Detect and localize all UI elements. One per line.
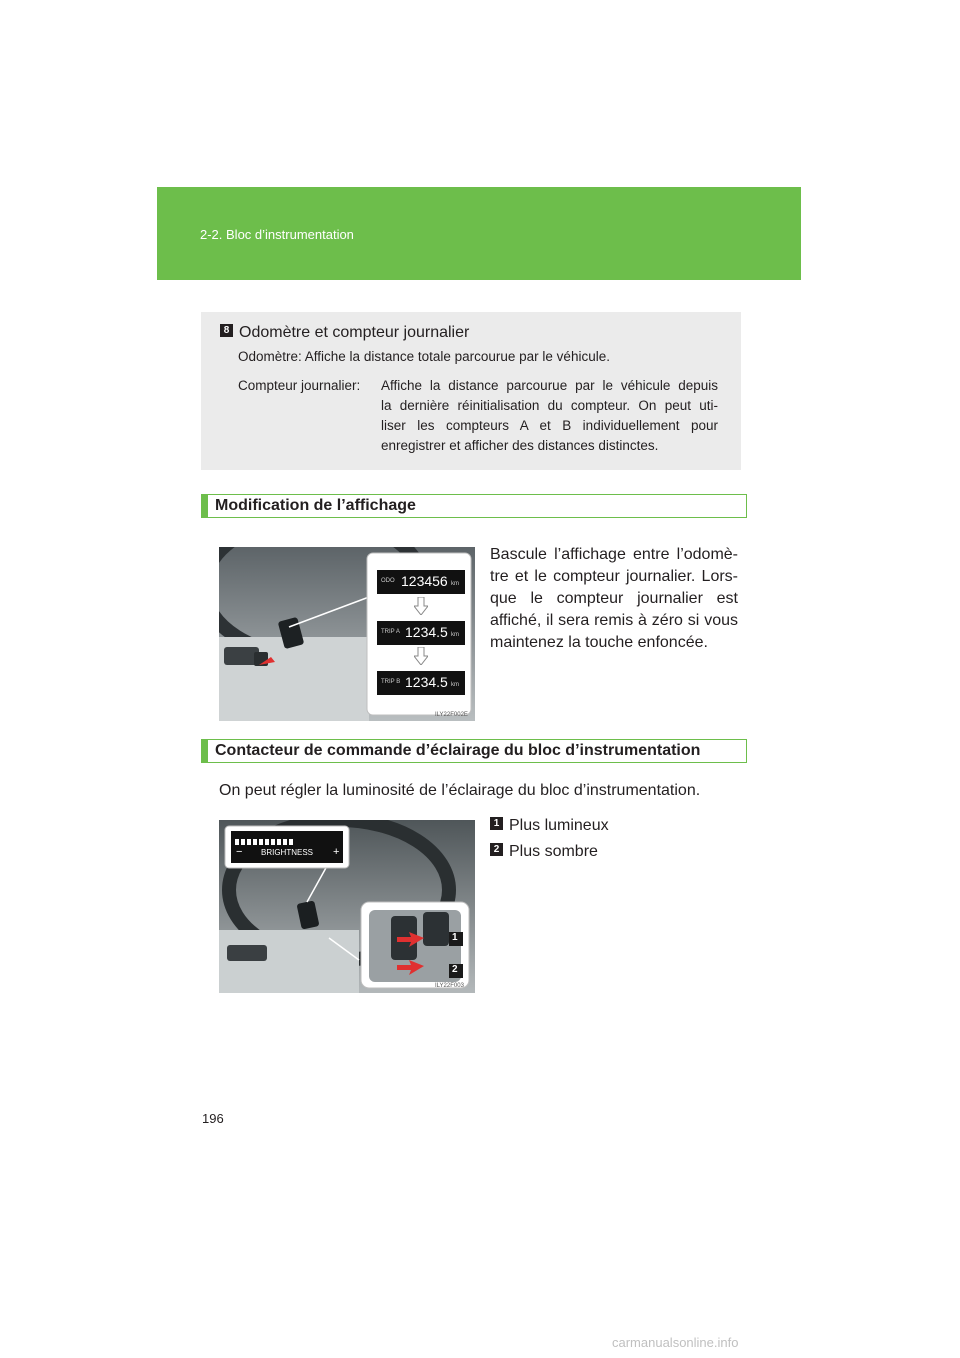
section-heading-text: Modification de l’affichage [215, 497, 416, 514]
text-line: Bascule l’affichage entre l’odomè- [490, 546, 738, 563]
legend-item-darker [490, 843, 598, 861]
legend-number-badge: 1 [490, 817, 503, 830]
trip-a-display [377, 621, 465, 645]
section-display-text [490, 544, 738, 654]
display-unit: km [451, 632, 459, 638]
brightness-level-bar [235, 834, 339, 838]
section-heading-brightness [201, 739, 747, 763]
trip-b-display [377, 671, 465, 695]
brightness-figure [219, 820, 475, 993]
brightness-label: BRIGHTNESS [261, 848, 314, 857]
header-band [157, 187, 801, 280]
minus-label: − [236, 846, 243, 858]
trip-def-line: la dernière réinitialisation du compteur. On peut uti- [381, 398, 718, 413]
trip-term: Compteur journalier: [238, 378, 361, 393]
callout-number: 2 [452, 964, 458, 975]
arrow-down-icon [414, 647, 428, 665]
odometer-description: Odomètre: Affiche la distance totale parcourue par le véhicule. [238, 349, 610, 364]
callout-number: 1 [452, 932, 458, 943]
display-value: 1234.5 [405, 624, 448, 640]
trip-def-line: liser les compteurs A et B individuellement pour [381, 418, 718, 433]
page-number: 196 [202, 1111, 224, 1126]
display-label: ODO [381, 578, 395, 584]
text-line: affiché, il sera remis à zéro si vous [490, 612, 738, 629]
odo-display [377, 570, 465, 594]
brightness-intro: On peut régler la luminosité de l’éclairage du bloc d’instrumentation. [219, 782, 701, 799]
watermark: carmanualsonline.info [612, 1335, 739, 1350]
display-label: TRIP B [381, 679, 401, 685]
display-unit: km [451, 581, 459, 587]
trip-def-line: enregistrer et afficher des distances distinctes. [381, 438, 659, 453]
odometer-figure [219, 547, 475, 721]
trip-def-line: Affiche la distance parcourue par le véhicule depuis [381, 378, 718, 393]
info-title-text: Odomètre et compteur journalier [239, 324, 470, 341]
display-unit: km [451, 682, 459, 688]
arrow-down-icon [414, 597, 428, 615]
display-value: 1234.5 [405, 674, 448, 690]
legend-label: Plus sombre [509, 843, 598, 860]
text-line: tre et le compteur journalier. Lors- [490, 568, 738, 585]
display-label: TRIP A [381, 629, 400, 635]
legend-number-badge: 2 [490, 843, 503, 856]
text-line: maintenez la touche enfoncée. [490, 634, 708, 651]
figure-code: ILY22F002E [435, 712, 468, 718]
info-title [220, 324, 469, 342]
section-breadcrumb: 2-2. Bloc d’instrumentation [200, 227, 354, 242]
legend-item-brighter [490, 817, 609, 835]
info-box [201, 312, 741, 470]
trip-definition [381, 376, 718, 456]
legend-label: Plus lumineux [509, 817, 609, 834]
plus-label: + [333, 846, 340, 858]
section-heading-text: Contacteur de commande d’éclairage du bloc d’instrumentation [215, 742, 701, 759]
figure-code: ILY22F003 [435, 983, 464, 989]
display-value: 123456 [401, 573, 448, 589]
item-number-badge: 8 [220, 324, 233, 337]
text-line: que le compteur journalier est [490, 590, 738, 607]
section-heading-display [201, 494, 747, 518]
